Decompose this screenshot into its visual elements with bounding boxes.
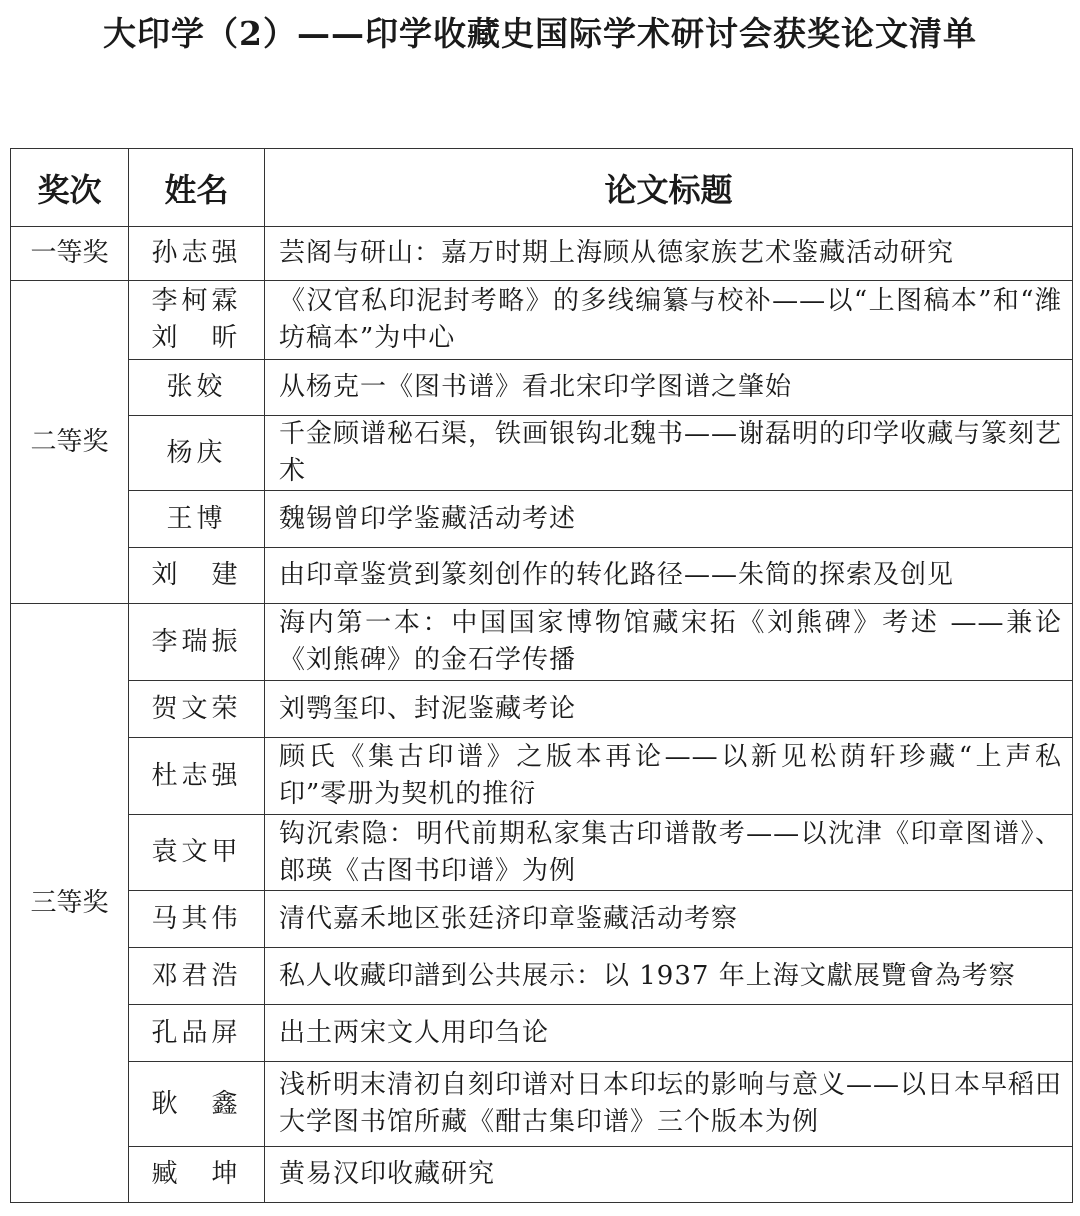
author-name: 孔品屏 <box>151 1017 242 1048</box>
author-name: 袁文甲 <box>151 837 242 867</box>
table-row <box>11 891 1073 948</box>
paper-title-cell: 从杨克一《图书谱》看北宋印学图谱之肇始 <box>265 360 1073 416</box>
award-cell: 二等奖 <box>11 281 129 604</box>
table-row <box>11 491 1073 548</box>
name-cell <box>129 227 265 281</box>
table-row <box>11 1005 1073 1062</box>
award-cell: 三等奖 <box>11 604 129 1203</box>
paper-title-cell: 出土两宋文人用印刍论 <box>265 1005 1073 1062</box>
table-row <box>11 604 1073 681</box>
author-name: 杜志强 <box>151 760 242 791</box>
paper-title-cell: 钩沉索隐：明代前期私家集古印谱散考——以沈津《印章图谱》、郎瑛《古图书印谱》为例 <box>265 815 1073 891</box>
header-paper: 论文标题 <box>265 149 1073 227</box>
name-cell <box>129 416 265 491</box>
paper-title-cell: 清代嘉禾地区张廷济印章鉴藏活动考察 <box>265 891 1073 948</box>
paper-title-cell: 私人收藏印譜到公共展示：以 1937 年上海文獻展覽會為考察 <box>265 948 1073 1005</box>
name-cell <box>129 548 265 604</box>
author-name: 孙志强 <box>151 238 242 268</box>
paper-title-cell: 海内第一本：中国国家博物馆藏宋拓《刘熊碑》考述 ——兼论《刘熊碑》的金石学传播 <box>265 604 1073 681</box>
table-row <box>11 1147 1073 1203</box>
paper-title-cell: 黄易汉印收藏研究 <box>265 1147 1073 1203</box>
award-table <box>10 148 1073 1203</box>
name-cell <box>129 1147 265 1203</box>
paper-title-cell: 由印章鉴赏到篆刻创作的转化路径——朱简的探索及创见 <box>265 548 1073 604</box>
name-cell <box>129 1005 265 1062</box>
paper-title-cell: 刘鹗玺印、封泥鉴藏考论 <box>265 681 1073 738</box>
table-row <box>11 948 1073 1005</box>
header-award: 奖次 <box>11 149 129 227</box>
paper-title-cell: 《汉官私印泥封考略》的多线编纂与校补——以“上图稿本”和“潍坊稿本”为中心 <box>265 281 1073 360</box>
table-row <box>11 548 1073 604</box>
name-cell <box>129 604 265 681</box>
name-cell <box>129 891 265 948</box>
table-row <box>11 227 1073 281</box>
name-cell <box>129 681 265 738</box>
name-cell <box>129 815 265 891</box>
name-cell <box>129 491 265 548</box>
table-row <box>11 281 1073 360</box>
page-title: 大印学（2）——印学收藏史国际学术研讨会获奖论文清单 <box>103 14 977 53</box>
name-cell <box>129 360 265 416</box>
name-cell <box>129 1062 265 1147</box>
author-name: 李瑞振 <box>151 626 242 657</box>
author-name: 臧 坤 <box>151 1159 242 1189</box>
table-row <box>11 681 1073 738</box>
table-row <box>11 738 1073 815</box>
table-row <box>11 416 1073 491</box>
paper-title-cell: 浅析明末清初自刻印谱对日本印坛的影响与意义——以日本早稻田大学图书馆所藏《酣古集印谱》三个版本为例 <box>265 1062 1073 1147</box>
paper-title-cell: 千金顾谱秘石渠，铁画银钩北魏书——谢磊明的印学收藏与篆刻艺术 <box>265 416 1073 491</box>
author-name: 王博 <box>166 503 227 534</box>
author-name: 张姣 <box>166 372 227 402</box>
award-cell: 一等奖 <box>11 227 129 281</box>
author-name: 耿 鑫 <box>151 1088 242 1119</box>
header-row <box>11 149 1073 227</box>
table-body <box>11 227 1073 1203</box>
table-row <box>11 815 1073 891</box>
name-cell <box>129 281 265 360</box>
author-name: 邓君浩 <box>151 960 242 991</box>
table-row <box>11 360 1073 416</box>
author-name: 贺文荣 <box>151 693 242 724</box>
paper-title-cell: 魏锡曾印学鉴藏活动考述 <box>265 491 1073 548</box>
author-name: 马其伟 <box>151 903 242 934</box>
author-name: 刘 昕 <box>151 323 242 353</box>
table-row <box>11 1062 1073 1147</box>
header-name: 姓名 <box>129 149 265 227</box>
author-name: 杨庆 <box>166 437 227 468</box>
author-name: 刘 建 <box>151 560 242 590</box>
paper-title-cell: 芸阁与研山：嘉万时期上海顾从德家族艺术鉴藏活动研究 <box>265 227 1073 281</box>
paper-title-cell: 顾氏《集古印谱》之版本再论——以新见松荫轩珍藏“上声私印”零册为契机的推衍 <box>265 738 1073 815</box>
name-cell <box>129 948 265 1005</box>
name-cell <box>129 738 265 815</box>
author-name: 李柯霖 <box>151 286 242 316</box>
